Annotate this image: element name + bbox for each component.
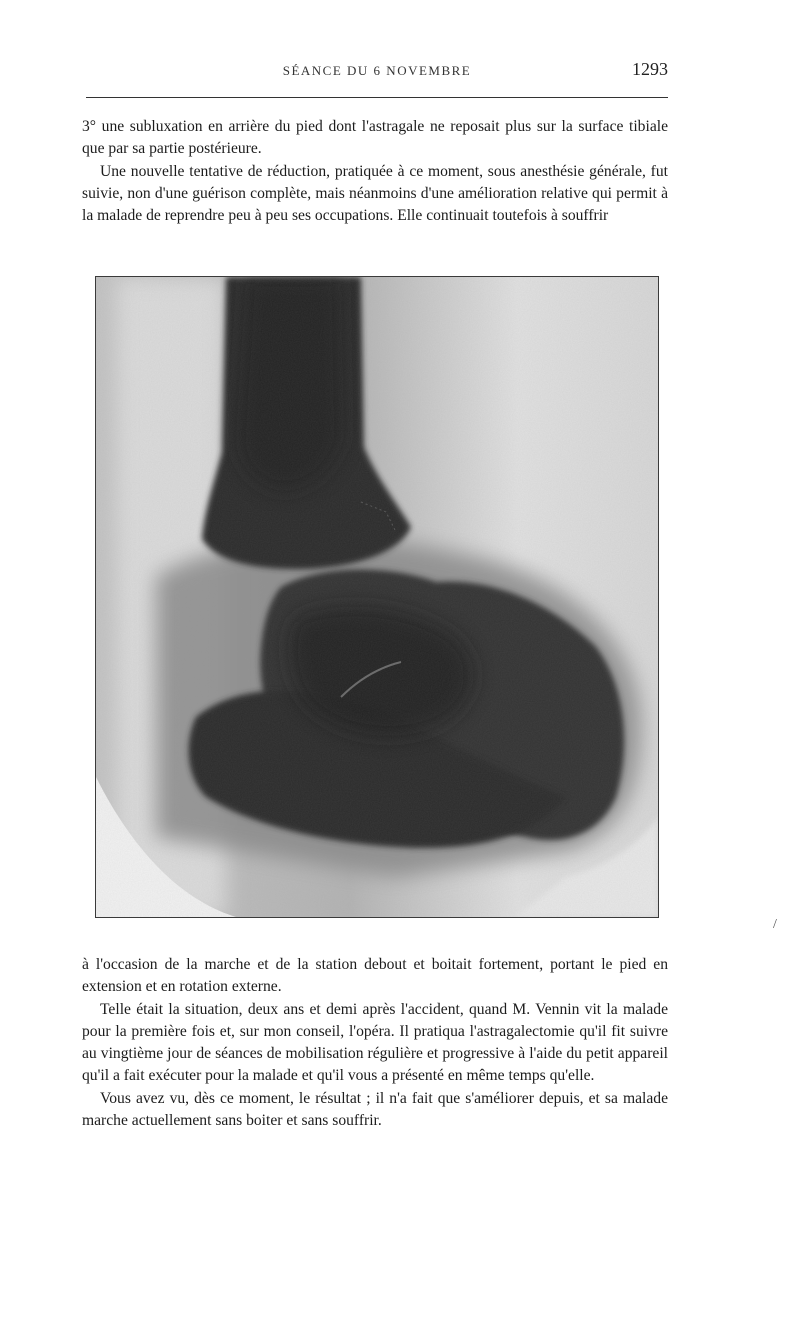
paragraph: Une nouvelle tentative de réduction, pratiquée à ce moment, sous anesthésie générale, fut suivie, non d'une guérison complète, mais néanmoins d'une amélioration relative qui permit à la malade de reprendre peu à peu ses occupations. Elle continuait toutefois à souffrir: [82, 162, 668, 225]
margin-mark: /: [773, 917, 777, 932]
page-number: 1293: [632, 59, 668, 79]
running-title: SÉANCE DU 6 NOVEMBRE: [282, 63, 472, 78]
paragraph: 3° une subluxation en arrière du pied dont l'astragale ne reposait plus sur la surface tibiale que par sa partie postérieure.: [82, 118, 668, 158]
text-block-top: [82, 116, 668, 227]
paragraph: Telle était la situation, deux ans et demi après l'accident, quand M. Vennin vit la malade pour la première fois et, sur mon conseil, l'opéra. Il pratiqua l'astragalectomie qu'il fit suivre au vingtième jour de séances de mobilisation régulière et progressive à l'aide du petit appareil qu'il a fait exécuter pour la malade et qu'il vous a présenté en même temps qu'elle.: [82, 1000, 668, 1085]
paragraph: à l'occasion de la marche et de la station debout et boitait fortement, portant le pied en extension et en rotation externe.: [82, 956, 668, 996]
figure-radiograph: [95, 276, 659, 918]
text-block-bottom: [82, 954, 668, 1132]
ankle-radiograph-icon: [96, 277, 658, 917]
header-rule: [86, 97, 668, 98]
running-head: [86, 58, 668, 86]
paragraph: Vous avez vu, dès ce moment, le résultat ; il n'a fait que s'améliorer depuis, et sa malade marche actuellement sans boiter et sans souffrir.: [82, 1089, 668, 1130]
